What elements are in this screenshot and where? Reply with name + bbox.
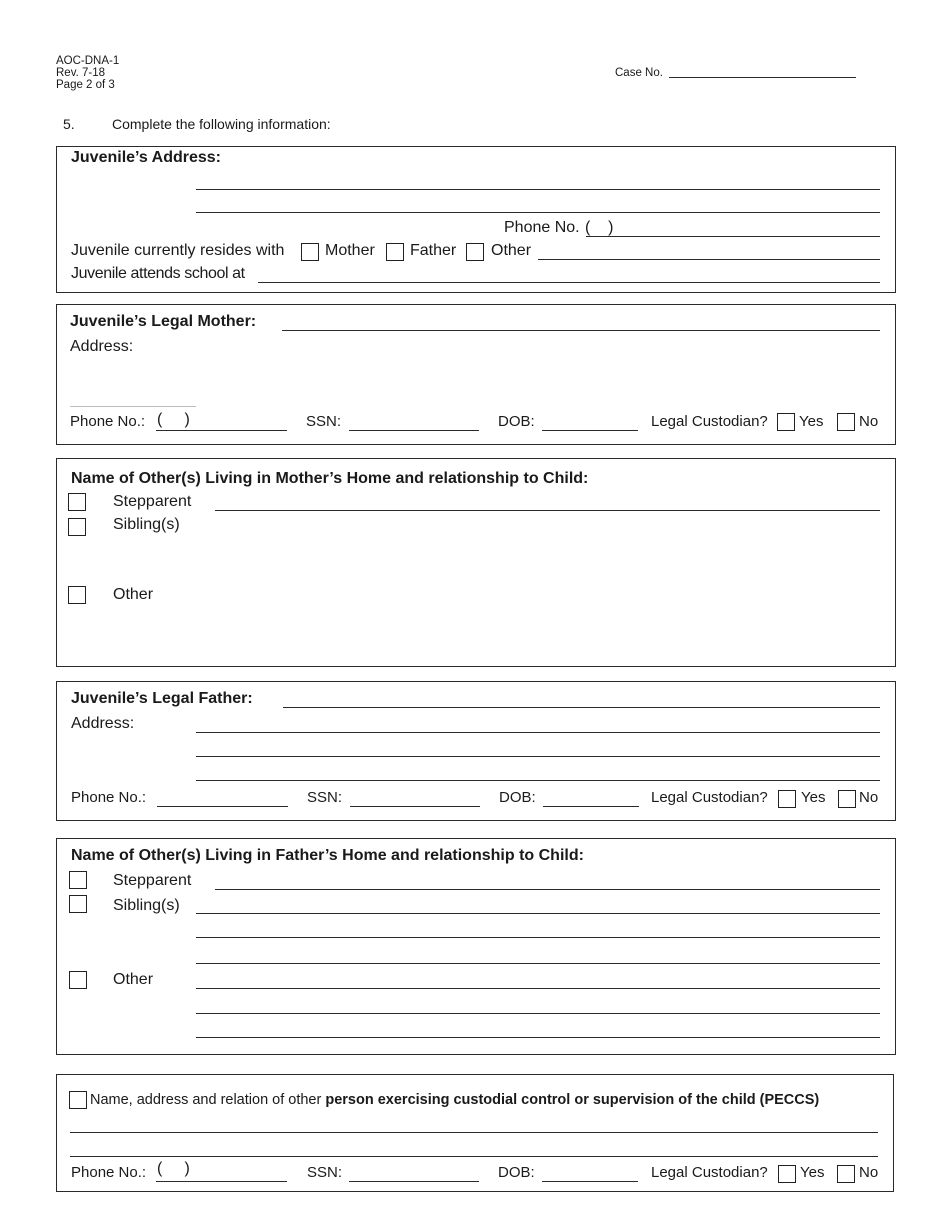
peccs-text-bold: person exercising custodial control or supervision of the child (PECCS) [325, 1092, 820, 1108]
juvenile-address-line-2[interactable] [196, 212, 880, 213]
peccs-phone-label: Phone No.: [71, 1164, 147, 1181]
legal-father-address-line-1[interactable] [196, 732, 880, 733]
mother-home-section [56, 458, 896, 667]
father-home-siblings-label: Sibling(s) [113, 897, 180, 914]
resides-father-checkbox[interactable] [386, 243, 404, 261]
juvenile-phone-area-code[interactable]: ( ) [585, 219, 614, 236]
school-field[interactable] [258, 282, 880, 283]
legal-father-dob-label: DOB: [499, 789, 536, 806]
page-number: Page 2 of 3 [56, 79, 115, 91]
peccs-phone-field[interactable] [156, 1181, 287, 1182]
peccs-line-2[interactable] [70, 1156, 878, 1157]
legal-father-dob-field[interactable] [543, 806, 639, 807]
legal-mother-custodian-no-label: No [859, 413, 879, 430]
peccs-text-plain: Name, address and relation of other [90, 1092, 322, 1108]
resides-father-label: Father [410, 242, 457, 259]
peccs-custodian-yes-checkbox[interactable] [778, 1165, 796, 1183]
legal-father-custodian-no-label: No [859, 789, 879, 806]
peccs-custodian-yes-label: Yes [800, 1164, 825, 1181]
juvenile-address-title: Juvenile’s Address: [71, 149, 221, 166]
legal-father-custodian-label: Legal Custodian? [651, 789, 768, 806]
case-no-label: Case No. [615, 67, 663, 79]
legal-mother-address-label: Address: [70, 338, 134, 355]
legal-mother-custodian-no-checkbox[interactable] [837, 413, 855, 431]
resides-other-field[interactable] [538, 259, 880, 260]
legal-father-address-line-3[interactable] [196, 780, 880, 781]
father-home-other-line-2[interactable] [196, 1013, 880, 1014]
peccs-line-1[interactable] [70, 1132, 878, 1133]
peccs-dob-label: DOB: [498, 1164, 535, 1181]
legal-father-phone-field[interactable] [157, 806, 288, 807]
mother-home-stepparent-label: Stepparent [113, 493, 192, 510]
legal-father-address-line-2[interactable] [196, 756, 880, 757]
resides-other-label: Other [491, 242, 532, 259]
legal-father-custodian-yes-checkbox[interactable] [778, 790, 796, 808]
mother-home-siblings-label: Sibling(s) [113, 516, 180, 533]
legal-mother-custodian-yes-label: Yes [799, 413, 824, 430]
mother-home-stepparent-field[interactable] [215, 510, 880, 511]
peccs-dob-field[interactable] [542, 1181, 638, 1182]
legal-mother-phone-label: Phone No.: [70, 413, 146, 430]
mother-home-stepparent-checkbox[interactable] [68, 493, 86, 511]
legal-mother-name-field[interactable] [282, 330, 880, 331]
legal-father-ssn-label: SSN: [307, 789, 343, 806]
legal-mother-title: Juvenile’s Legal Mother: [70, 313, 257, 330]
juvenile-phone-field[interactable] [586, 236, 880, 237]
resides-with-label: Juvenile currently resides with [71, 242, 285, 259]
father-home-siblings-line-1[interactable] [196, 913, 880, 914]
father-home-siblings-checkbox[interactable] [69, 895, 87, 913]
legal-father-phone-label: Phone No.: [71, 789, 147, 806]
father-home-stepparent-checkbox[interactable] [69, 871, 87, 889]
mother-home-title: Name of Other(s) Living in Mother’s Home and relationship to Child: [71, 470, 589, 487]
legal-father-address-label: Address: [71, 715, 135, 732]
peccs-description [90, 1092, 819, 1108]
father-home-siblings-line-2[interactable] [196, 937, 880, 938]
peccs-ssn-label: SSN: [307, 1164, 343, 1181]
father-home-other-line-3[interactable] [196, 1037, 880, 1038]
mother-home-other-checkbox[interactable] [68, 586, 86, 604]
father-home-other-label: Other [113, 971, 154, 988]
legal-mother-ssn-label: SSN: [306, 413, 342, 430]
father-home-section [56, 838, 896, 1055]
juvenile-phone-label: Phone No. [504, 219, 580, 236]
item-number: 5. [63, 116, 75, 132]
legal-father-custodian-no-checkbox[interactable] [838, 790, 856, 808]
legal-mother-ssn-field[interactable] [349, 430, 479, 431]
legal-mother-dob-field[interactable] [542, 430, 638, 431]
item-instruction: Complete the following information: [112, 116, 331, 132]
case-no-field[interactable] [669, 77, 856, 78]
resides-other-checkbox[interactable] [466, 243, 484, 261]
form-id: AOC-DNA-1 [56, 55, 120, 67]
mother-home-other-label: Other [113, 586, 154, 603]
legal-mother-dob-label: DOB: [498, 413, 535, 430]
father-home-other-line-1[interactable] [196, 988, 880, 989]
peccs-phone-area-code[interactable]: ( ) [157, 1160, 190, 1177]
father-home-title: Name of Other(s) Living in Father’s Home and relationship to Child: [71, 847, 584, 864]
peccs-custodian-label: Legal Custodian? [651, 1164, 768, 1181]
legal-father-title: Juvenile’s Legal Father: [71, 690, 253, 707]
legal-mother-phone-area-code[interactable]: ( ) [157, 411, 190, 428]
juvenile-address-line-1[interactable] [196, 189, 880, 190]
father-home-siblings-line-3[interactable] [196, 963, 880, 964]
legal-mother-phone-field[interactable] [156, 430, 287, 431]
father-home-stepparent-label: Stepparent [113, 872, 192, 889]
mother-home-siblings-checkbox[interactable] [68, 518, 86, 536]
peccs-ssn-field[interactable] [349, 1181, 479, 1182]
peccs-checkbox[interactable] [69, 1091, 87, 1109]
resides-mother-label: Mother [325, 242, 375, 259]
legal-mother-custodian-label: Legal Custodian? [651, 413, 768, 430]
father-home-other-checkbox[interactable] [69, 971, 87, 989]
legal-mother-address-line[interactable] [70, 406, 196, 407]
legal-father-ssn-field[interactable] [350, 806, 480, 807]
resides-mother-checkbox[interactable] [301, 243, 319, 261]
peccs-custodian-no-checkbox[interactable] [837, 1165, 855, 1183]
father-home-stepparent-field[interactable] [215, 889, 880, 890]
school-label: Juvenile attends school at [71, 265, 245, 282]
legal-father-name-field[interactable] [283, 707, 880, 708]
legal-mother-custodian-yes-checkbox[interactable] [777, 413, 795, 431]
peccs-custodian-no-label: No [859, 1164, 879, 1181]
legal-father-custodian-yes-label: Yes [801, 789, 826, 806]
form-revision: Rev. 7-18 [56, 67, 106, 79]
